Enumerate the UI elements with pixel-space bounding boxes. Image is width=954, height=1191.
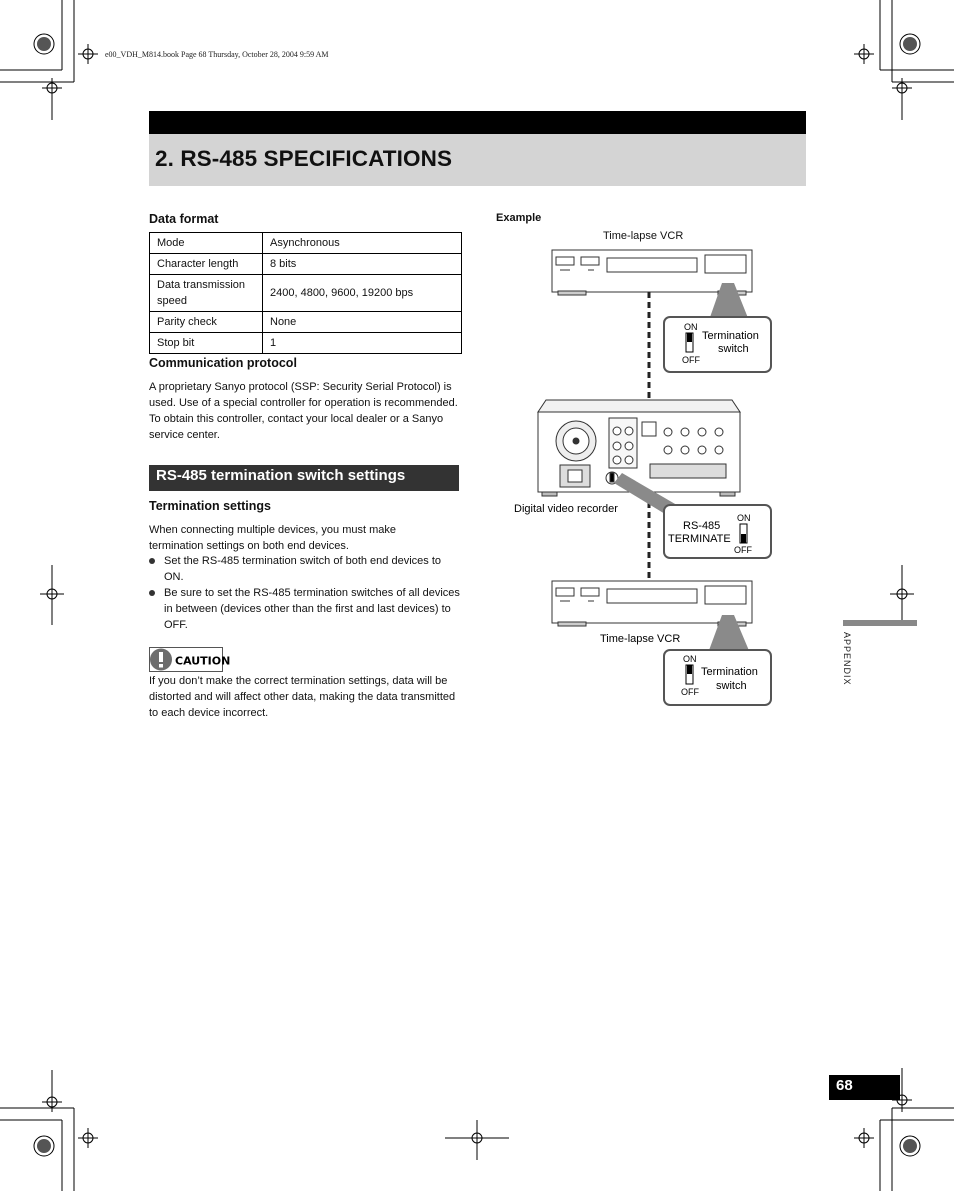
table-value: 2400, 4800, 9600, 19200 bps xyxy=(263,275,462,312)
bullet-icon xyxy=(149,590,155,596)
table-key: Parity check xyxy=(150,312,263,333)
table-value: 1 xyxy=(263,333,462,354)
list-item xyxy=(149,585,461,633)
table-row xyxy=(150,312,462,333)
terminate-label: TERMINATE xyxy=(668,533,731,545)
switch-on-label: ON xyxy=(683,654,697,664)
switch-on-label: ON xyxy=(684,322,698,332)
header-black-bar xyxy=(149,111,806,134)
termination-intro: When connecting multiple devices, you must make termination settings on both end devices. xyxy=(149,524,397,552)
termination-switch-top xyxy=(664,317,771,372)
list-item xyxy=(149,553,459,585)
section-title: RS-485 termination switch settings xyxy=(156,467,406,484)
vcr-top-label: Time-lapse VCR xyxy=(603,230,684,242)
table-value: Asynchronous xyxy=(263,233,462,254)
switch-off-label: OFF xyxy=(682,355,700,365)
bullet-icon xyxy=(149,558,155,564)
table-value: 8 bits xyxy=(263,254,462,275)
digital-video-recorder xyxy=(538,400,740,496)
communication-text: A proprietary Sanyo protocol (SSP: Security Serial Protocol) is used. Use of a special controller for operation is recommended. To obtain this controller, contact your local dealer or a Sanyo service center. xyxy=(149,381,458,441)
termination-subheading: Termination settings xyxy=(149,499,272,513)
table-value: None xyxy=(263,312,462,333)
side-tab-bar xyxy=(843,620,917,626)
side-tab-label: APPENDIX xyxy=(842,632,852,686)
dvr-label: Digital video recorder xyxy=(514,503,618,515)
switch-off-label: OFF xyxy=(734,545,752,555)
table-row xyxy=(150,333,462,354)
rs485-terminate-switch xyxy=(664,505,771,558)
table-key: Data transmission speed xyxy=(150,275,263,312)
termination-label: Termination xyxy=(702,330,759,342)
table-key: Stop bit xyxy=(150,333,263,354)
termination-switch-bottom xyxy=(664,650,771,705)
caution-text: If you don’t make the correct termination settings, data will be distorted and will affect other data, making the data transmitted to each device incorrect. xyxy=(149,675,456,719)
bullet-text: Be sure to set the RS-485 termination switches of all devices in between (devices other than the first and last devices) to OFF. xyxy=(164,587,460,631)
table-row xyxy=(150,233,462,254)
switch-on-label: ON xyxy=(737,513,751,523)
table-key: Character length xyxy=(150,254,263,275)
table-row xyxy=(150,254,462,275)
communication-heading: Communication protocol xyxy=(149,356,297,370)
switch-off-label: OFF xyxy=(681,687,699,697)
switch-label: switch xyxy=(718,343,749,355)
bullet-text: Set the RS-485 termination switch of both end devices to ON. xyxy=(164,555,441,583)
page-number: 68 xyxy=(836,1077,853,1094)
example-heading: Example xyxy=(496,212,542,224)
switch-label: switch xyxy=(716,680,747,692)
page-title: 2. RS-485 SPECIFICATIONS xyxy=(155,146,453,171)
file-header: e00_VDH_M814.book Page 68 Thursday, October 28, 2004 9:59 AM xyxy=(105,50,329,59)
data-format-table xyxy=(149,232,462,354)
table-key: Mode xyxy=(150,233,263,254)
rs485-label: RS-485 xyxy=(683,520,721,532)
data-format-heading: Data format xyxy=(149,212,219,226)
caution-badge xyxy=(149,647,231,672)
table-row xyxy=(150,275,462,312)
connection-diagram xyxy=(490,205,810,725)
caution-label: CAUTION xyxy=(175,654,231,668)
termination-label: Termination xyxy=(701,666,758,678)
vcr-bottom-label: Time-lapse VCR xyxy=(600,633,681,645)
